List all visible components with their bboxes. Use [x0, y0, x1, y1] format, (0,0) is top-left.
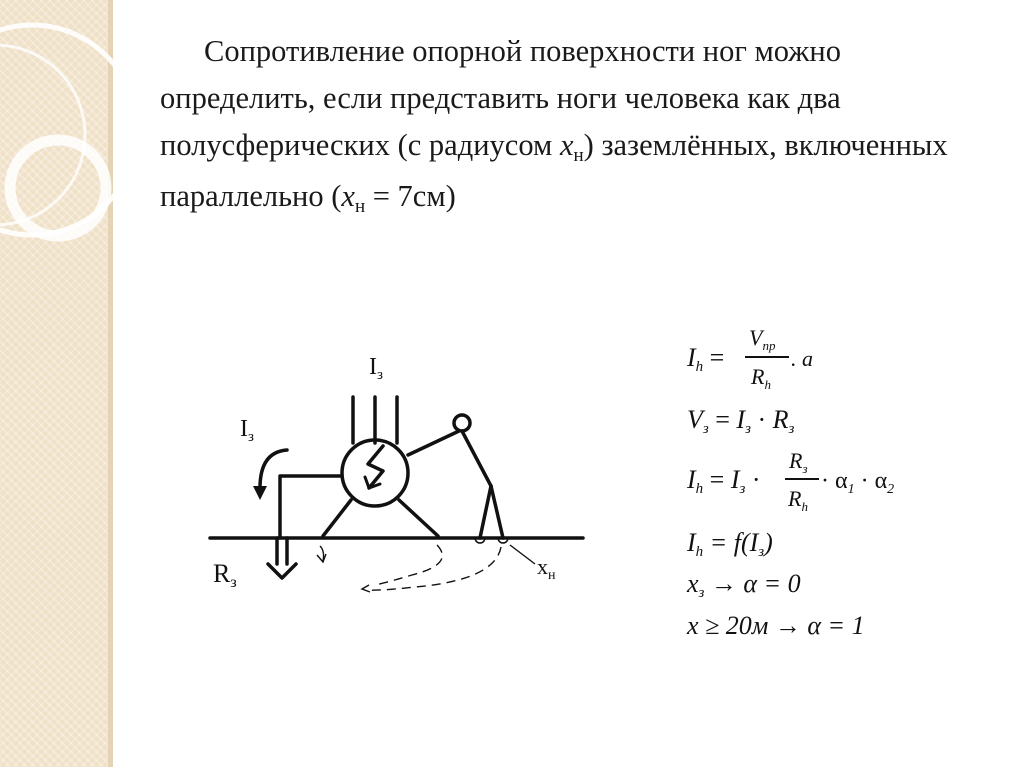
- svg-text:Ih = Iз ·: Ih = Iз ·: [687, 465, 761, 497]
- label-i3-left: $I_з$: [240, 416, 254, 445]
- formula-1: [686, 325, 813, 392]
- grounding-arrow-icon: [268, 538, 296, 578]
- formula-3: [686, 448, 894, 514]
- svg-text:Vпр: $V_{пр}$: [749, 325, 776, 353]
- radius-variable-2: [341, 179, 366, 217]
- formula-5: xз → α = 0: [687, 569, 801, 601]
- svg-text:· α1 · α2: · $\alpha_1 \cdot \alpha_2$: [821, 468, 895, 497]
- current-input-lines: [353, 397, 397, 443]
- radius-variable-sub: н: [573, 145, 584, 166]
- svg-text:. a: . a: [791, 346, 813, 371]
- label-xh: $x_н$: [537, 554, 556, 583]
- formula-2: Vз = Iз · Rз: [687, 405, 795, 437]
- electrical-machine-icon: [342, 440, 408, 506]
- svg-text:Ih =: Ih =: [687, 343, 725, 375]
- paragraph-text-1: Сопротивление опорной поверхности ног можно определить, если представить ноги человека как два полусферических (с радиусом: [160, 34, 841, 162]
- svg-text:Rh: $R_h$: [751, 364, 771, 392]
- label-r3: Rз: [213, 559, 237, 591]
- formula-6: x ≥ 20м → α = 1: [687, 611, 865, 640]
- radius-variable-x: x: [559, 128, 574, 162]
- svg-text:Rh: $R_h$: [788, 486, 808, 514]
- machine-lightning-symbol: [368, 446, 383, 488]
- slide-text-paragraph: [160, 28, 980, 224]
- xh-pointer-line: [510, 545, 535, 564]
- decorative-rings: [0, 0, 140, 767]
- formula-4: Ih = f(Iз): [687, 528, 773, 560]
- grounding-wire: [280, 476, 342, 538]
- radius-variable-sub-2: н: [354, 196, 366, 217]
- label-i3-top: $I_з$: [369, 354, 383, 383]
- paragraph-text-3: = 7см): [365, 179, 456, 213]
- radius-variable: [559, 128, 584, 166]
- rotating-arrow-head: [253, 486, 267, 500]
- grounding-diagram: [205, 340, 595, 610]
- svg-text:Rз: $R_з$: [789, 448, 808, 476]
- radius-variable-x-2: x: [341, 179, 355, 213]
- paragraph-text-2: ) заземлённых, включенных параллельно (: [160, 128, 948, 213]
- rotating-current-arrow-icon: [260, 450, 287, 488]
- formula-block: [685, 318, 925, 648]
